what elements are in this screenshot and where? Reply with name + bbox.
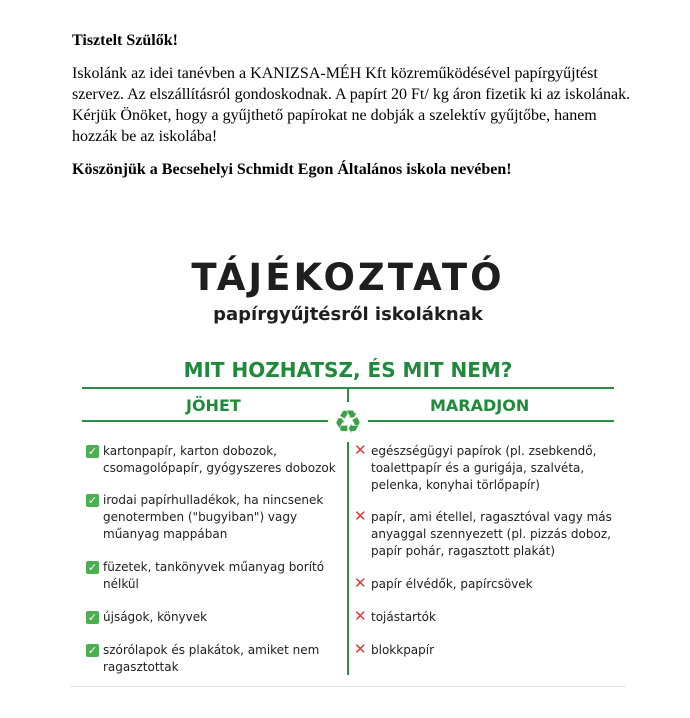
- letter-body: Iskolánk az idei tanévben a KANIZSA-MÉH Kft közreműködésével papírgyűjtést szervez. Az elszállításról gondoskodnak. A papírt 20 Ft/ kg áron fizetik ki az iskolának. Kérjük Önöket, hogy a gyűjthető papírokat ne dobják a szelektív gyűjtőbe, hanem hozzák be az iskolába!: [72, 65, 631, 145]
- check-icon: ✓: [87, 494, 98, 507]
- list-item: ✕ blokkpapír: [354, 640, 435, 658]
- cross-icon: ✕: [354, 441, 367, 459]
- list-item: ✕ papír, ami étellel, ragasztóval vagy más anyaggal szennyezett (pl. pizzás doboz, papír pohár, ragasztott plakát): [354, 507, 612, 558]
- parent-letter: [72, 30, 632, 190]
- cross-icon: ✕: [354, 507, 367, 525]
- cross-icon: ✕: [354, 640, 367, 658]
- check-icon: ✓: [87, 561, 98, 574]
- not-allowed-heading: MARADJON: [430, 396, 530, 415]
- check-icon: ✓: [87, 644, 98, 657]
- cross-icon: ✕: [354, 574, 367, 592]
- info-poster: [70, 250, 626, 687]
- poster-subtitle: papírgyűjtésről iskoláknak: [213, 304, 483, 325]
- list-item: ✕ egészségügyi papírok (pl. zsebkendő, toalettpapír és a gurigája, szalvéta, pelenka, konyhai törlőpapír): [354, 441, 597, 492]
- recycle-icon: ♻: [328, 402, 368, 442]
- list-item: ✓ füzetek, tankönyvek műanyag borító nélkül: [87, 560, 325, 591]
- list-item: ✓ irodai papírhulladékok, ha nincsenek genotermben ("bugyiban") vagy műanyag mappában: [87, 493, 324, 541]
- check-icon: ✓: [87, 445, 98, 458]
- poster-question: MIT HOZHATSZ, ÉS MIT NEM?: [183, 358, 513, 382]
- letter-greeting: Tisztelt Szülők!: [72, 32, 178, 49]
- allowed-heading: JÖHET: [186, 396, 241, 415]
- letter-thanks: Köszönjük a Becsehelyi Schmidt Egon Általános iskola nevében!: [72, 161, 512, 178]
- cross-icon: ✕: [354, 607, 367, 625]
- list-item: ✕ papír élvédők, papírcsövek: [354, 574, 533, 592]
- check-icon: ✓: [87, 611, 98, 624]
- poster-title: TÁJÉKOZTATÓ: [191, 256, 505, 299]
- list-item: ✓ kartonpapír, karton dobozok, csomagolópapír, gyógyszeres dobozok: [87, 444, 336, 475]
- list-item: ✓ szórólapok és plakátok, amiket nem ragasztottak: [87, 643, 320, 674]
- list-item: ✓ újságok, könyvek: [87, 610, 208, 624]
- list-item: ✕ tojástartók: [354, 607, 436, 625]
